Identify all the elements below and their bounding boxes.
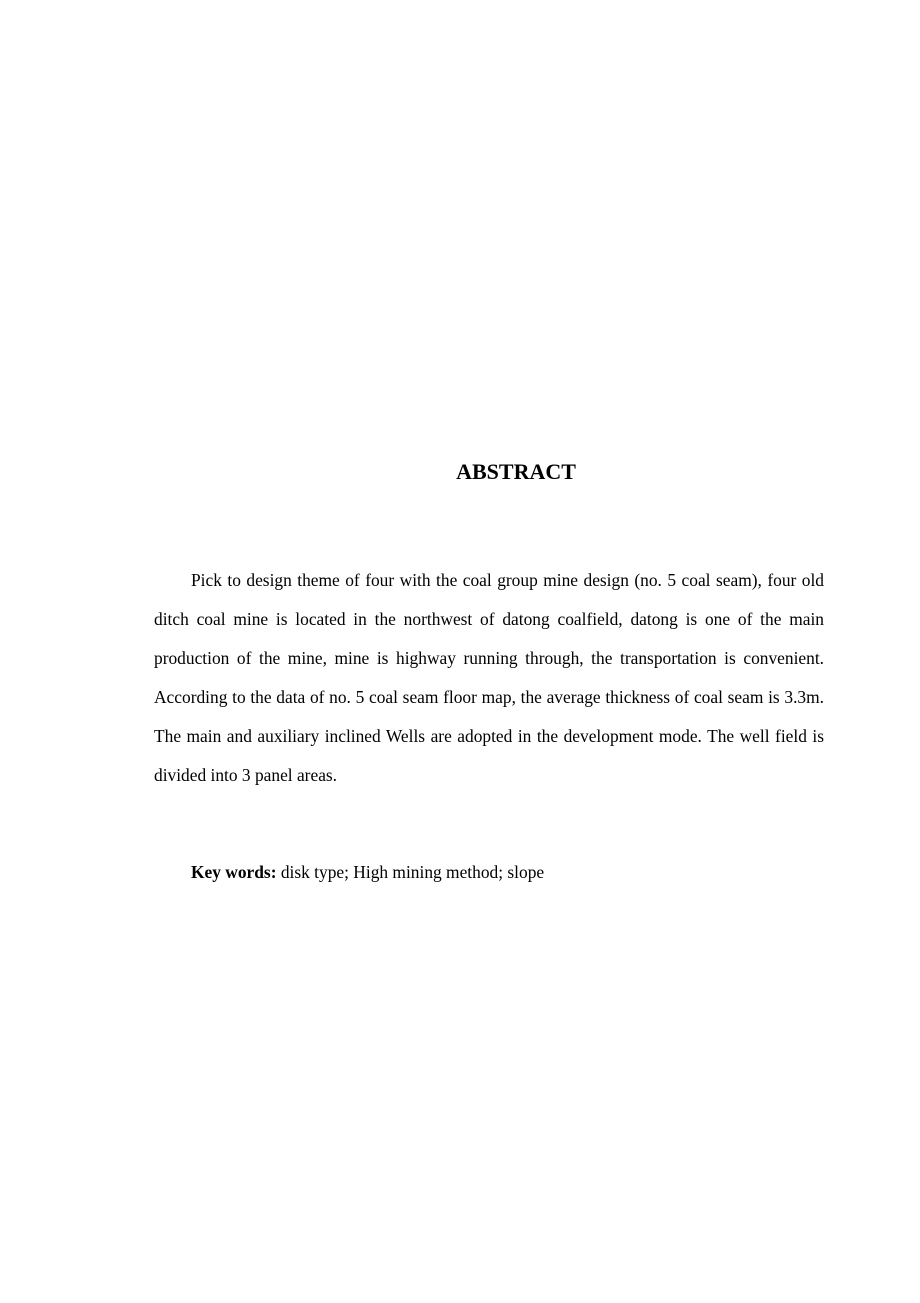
keywords-text: disk type; High mining method; slope (276, 862, 545, 882)
abstract-title: ABSTRACT (456, 459, 576, 484)
abstract-body: Pick to design theme of four with the coal group mine design (no. 5 coal seam), four old ditch coal mine is located in the northwest of datong coalfield, datong is one of the main production of the mine, mine is highway running through, the transportation is convenient. According to the data of no. 5 coal seam floor map, the average thickness of coal seam is 3.3m. The main and auxiliary inclined Wells are adopted in the development mode. The well field is divided into 3 panel areas. (154, 570, 824, 785)
keywords-line (191, 857, 821, 887)
keywords-label: Key words: (191, 862, 277, 882)
